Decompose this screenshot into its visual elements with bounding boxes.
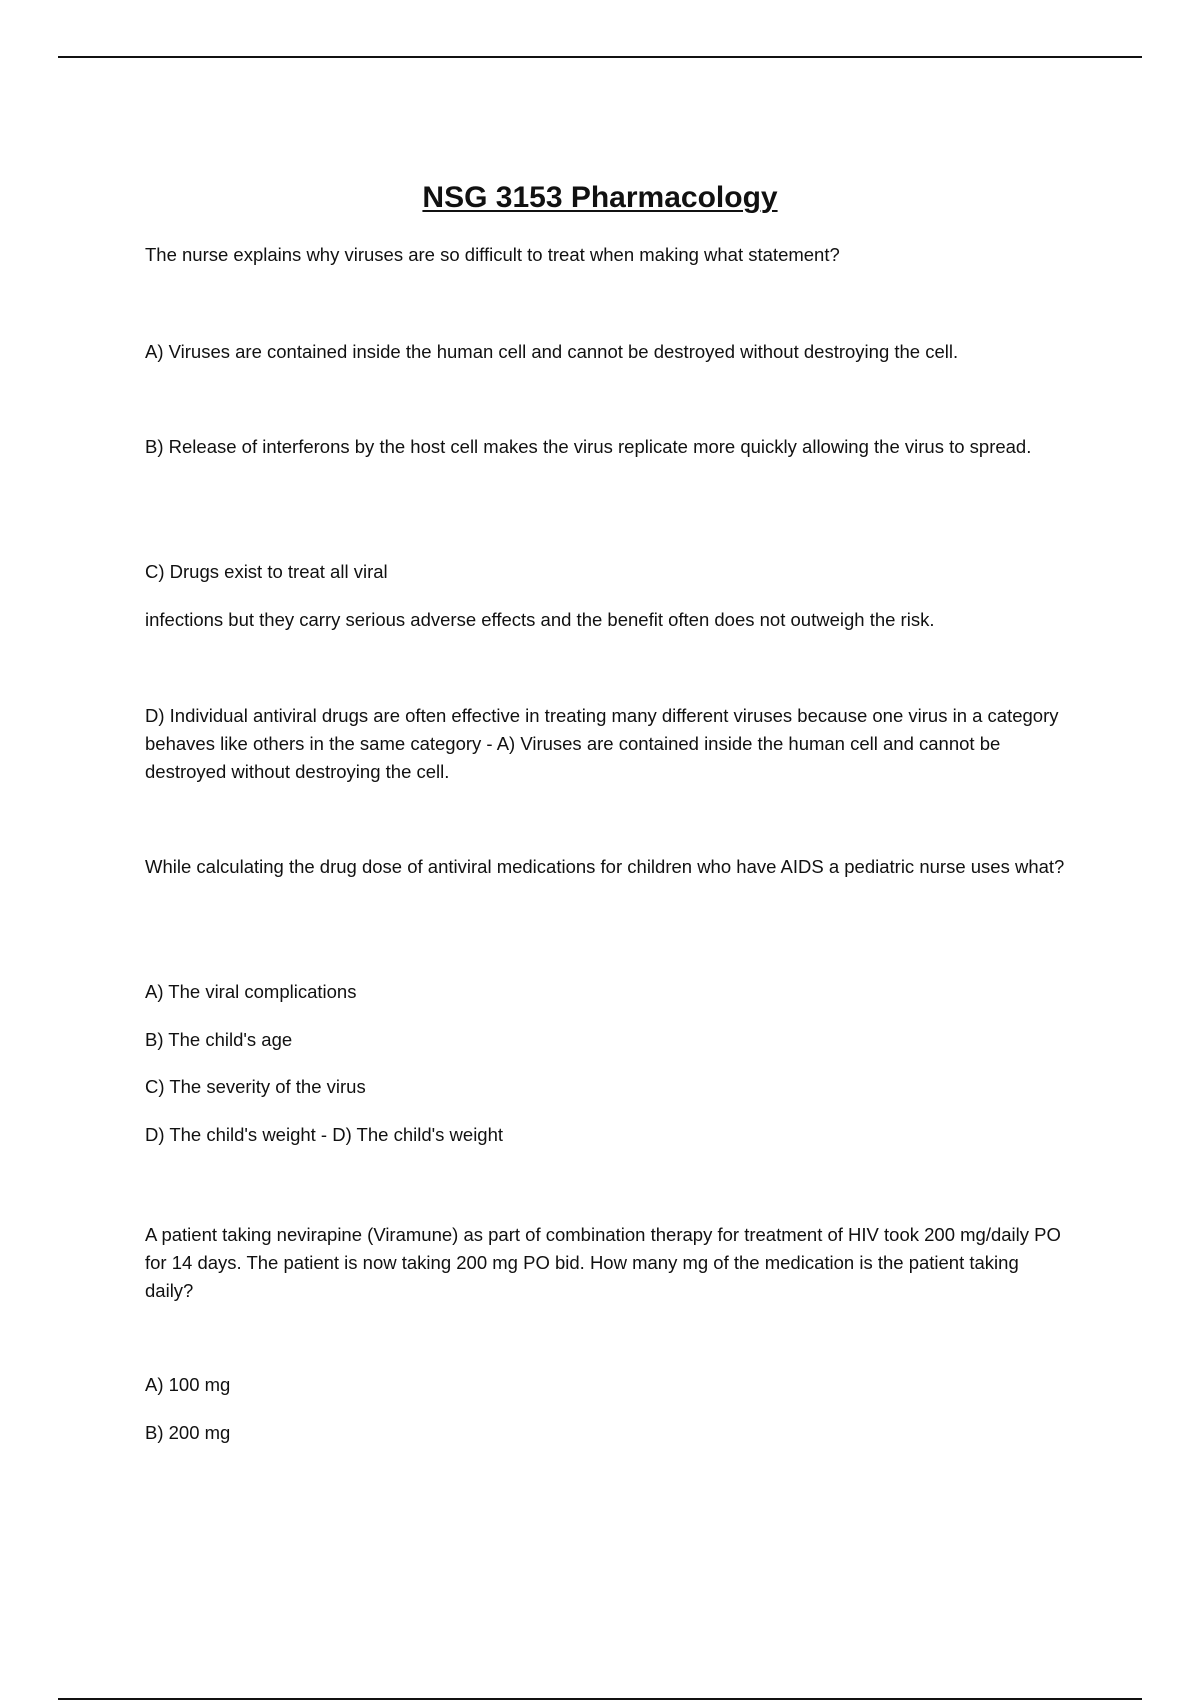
question-1-option-c: C) Drugs exist to treat all viral xyxy=(145,561,388,582)
question-3-stem: A patient taking nevirapine (Viramune) as part of combination therapy for treatment of HIV took 200 mg/daily PO for 14 days. The patient is now taking 200 mg PO bid. How many mg of the medication is the patient taking daily? xyxy=(145,1224,1061,1301)
question-2-option-a: A) The viral complications xyxy=(145,981,357,1002)
question-1-option-c-continued: infections but they carry serious adverse effects and the benefit often does not outweigh the risk. xyxy=(145,609,935,630)
question-1-option-d: D) Individual antiviral drugs are often effective in treating many different viruses because one virus in a category behaves like others in the same category - A) Viruses are contained inside the human cell and cannot be destroyed without destroying the cell. xyxy=(145,705,1059,782)
question-2-stem: While calculating the drug dose of antiviral medications for children who have AIDS a pediatric nurse uses what? xyxy=(145,856,1065,877)
question-2-option-b: B) The child's age xyxy=(145,1029,293,1050)
page-title-text: NSG 3153 Pharmacology xyxy=(422,181,778,214)
question-3-option-b: B) 200 mg xyxy=(145,1422,231,1443)
question-2-option-c: C) The severity of the virus xyxy=(145,1076,366,1097)
question-2-option-d: D) The child's weight - D) The child's weight xyxy=(145,1124,504,1145)
question-1-stem: The nurse explains why viruses are so difficult to treat when making what statement? xyxy=(145,244,840,265)
header-rule xyxy=(58,56,1142,58)
question-1-option-b: B) Release of interferons by the host cell makes the virus replicate more quickly allowing the virus to spread. xyxy=(145,436,1032,457)
page-title xyxy=(0,178,1200,218)
question-1-option-a: A) Viruses are contained inside the human cell and cannot be destroyed without destroying the cell. xyxy=(145,341,959,362)
question-3-option-a: A) 100 mg xyxy=(145,1374,231,1395)
